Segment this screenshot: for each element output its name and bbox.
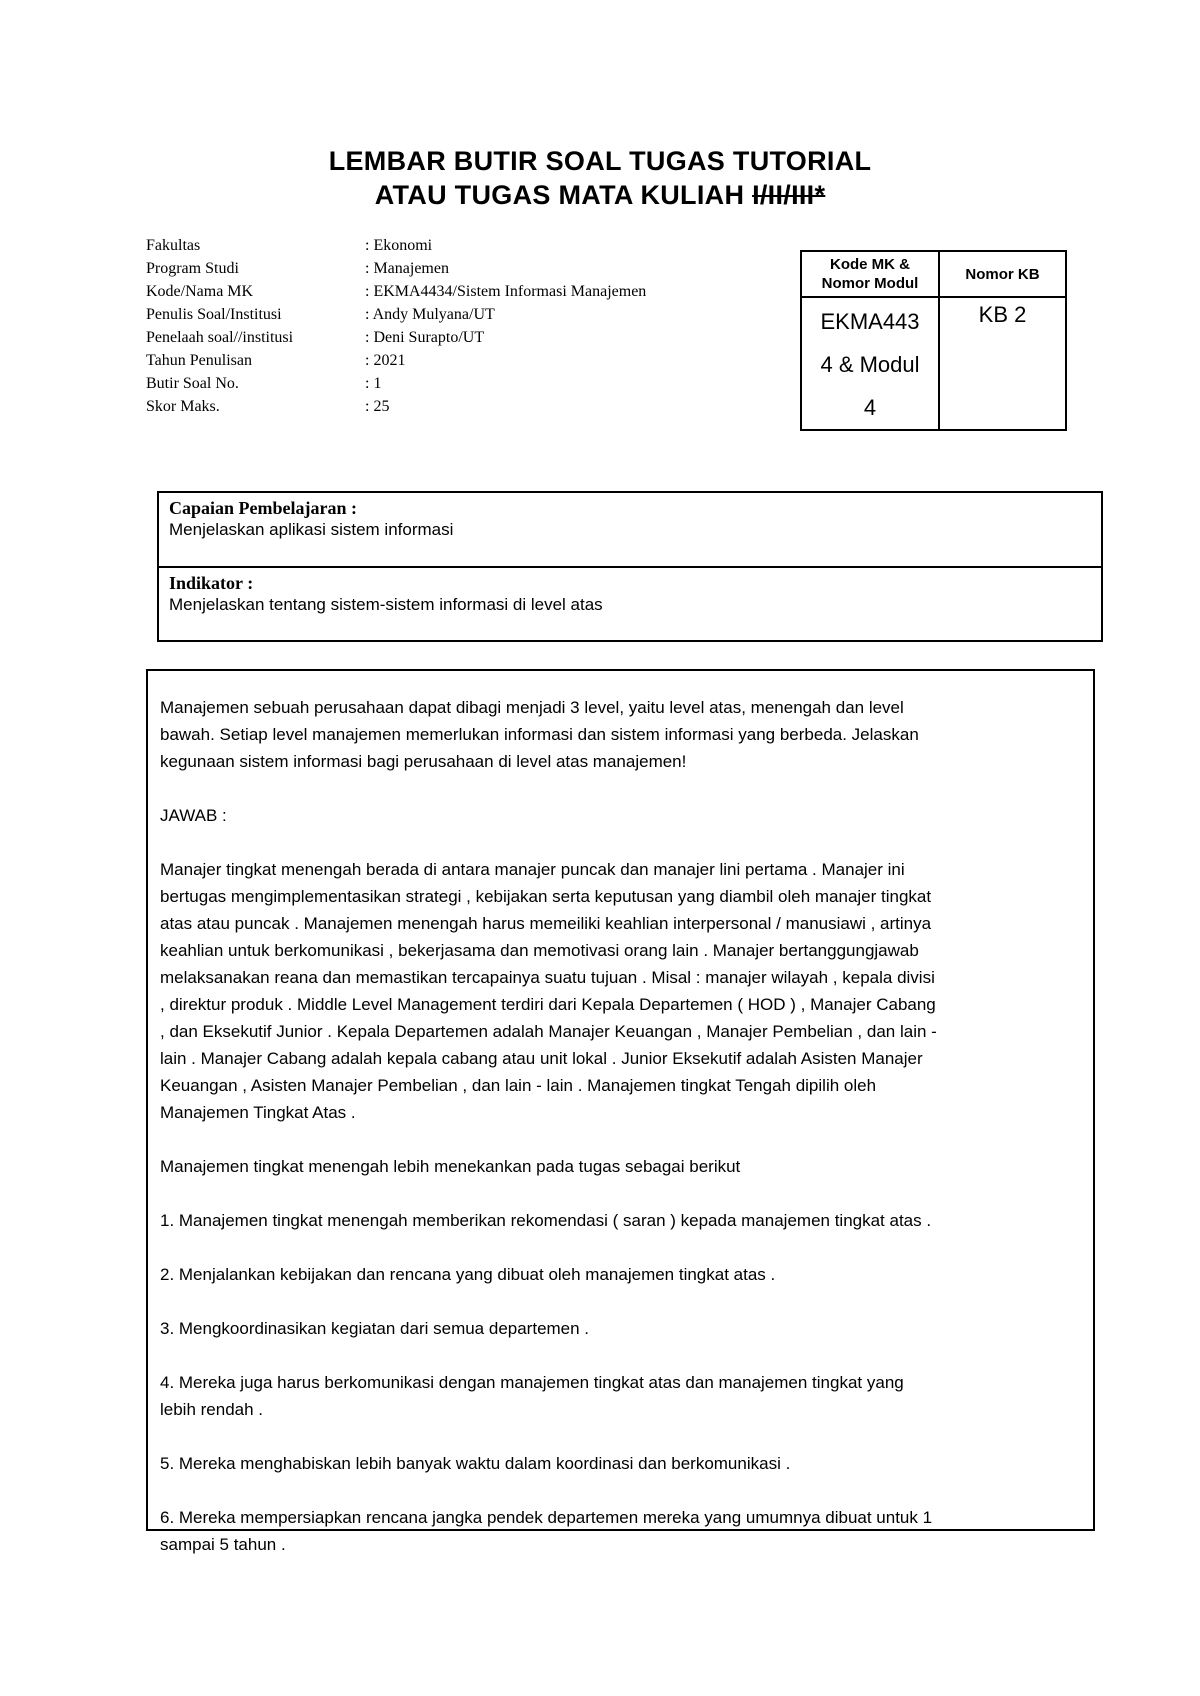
capaian-label: Capaian Pembelajaran : bbox=[169, 498, 357, 518]
answer-line: keahlian untuk berkomunikasi , bekerjasama dan memotivasi orang lain . Manajer bertanggungjawab bbox=[160, 941, 919, 960]
answer-label: JAWAB : bbox=[160, 806, 227, 825]
kode-mk-value bbox=[801, 297, 939, 430]
meta-value: : Andy Mulyana/UT bbox=[365, 306, 495, 323]
kode-mk-value-line2: 4 & Modul bbox=[820, 352, 920, 377]
meta-value: : EKMA4434/Sistem Informasi Manajemen bbox=[365, 283, 647, 300]
meta-row bbox=[146, 326, 646, 349]
nomor-kb-value: KB 2 bbox=[939, 297, 1066, 430]
question-line: Manajemen sebuah perusahaan dapat dibagi menjadi 3 level, yaitu level atas, menengah dan level bbox=[160, 698, 904, 717]
meta-row bbox=[146, 234, 646, 257]
task-item-6 bbox=[160, 1504, 1081, 1558]
subtitle-text: ATAU TUGAS MATA KULIAH bbox=[374, 180, 753, 210]
meta-label: Tahun Penulisan bbox=[146, 352, 252, 369]
kode-mk-header-line2: Nomor Modul bbox=[821, 275, 919, 292]
meta-value: : 25 bbox=[365, 398, 390, 415]
meta-row bbox=[146, 395, 646, 418]
kode-mk-value-line1: EKMA443 bbox=[820, 309, 920, 334]
kode-mk-table bbox=[800, 250, 1067, 431]
kode-mk-value-line3: 4 bbox=[863, 395, 877, 420]
meta-row bbox=[146, 372, 646, 395]
indikator-section bbox=[169, 572, 603, 616]
kode-mk-header-line1: Kode MK & bbox=[830, 256, 910, 273]
task-item-3: 3. Mengkoordinasikan kegiatan dari semua departemen . bbox=[160, 1319, 590, 1338]
answer-line: Keuangan , Asisten Manajer Pembelian , dan lain - lain . Manajemen tingkat Tengah dipilih oleh bbox=[160, 1076, 877, 1095]
answer-line: bertugas mengimplementasikan strategi , kebijakan serta keputusan yang diambil oleh manajer tingkat bbox=[160, 887, 932, 906]
meta-label: Kode/Nama MK bbox=[146, 283, 254, 300]
meta-label: Skor Maks. bbox=[146, 398, 220, 415]
meta-label: Penulis Soal/Institusi bbox=[146, 306, 282, 323]
task-item-4 bbox=[160, 1369, 1081, 1423]
meta-label: Program Studi bbox=[146, 260, 239, 277]
task-item-5: 5. Mereka menghabiskan lebih banyak waktu dalam koordinasi dan berkomunikasi . bbox=[160, 1454, 791, 1473]
meta-label: Fakultas bbox=[146, 237, 201, 254]
task-item-1: 1. Manajemen tingkat menengah memberikan rekomendasi ( saran ) kepada manajemen tingkat atas . bbox=[160, 1211, 932, 1230]
task-line: 6. Mereka mempersiapkan rencana jangka pendek departemen mereka yang umumnya dibuat untuk 1 bbox=[160, 1508, 933, 1527]
question-answer-box bbox=[146, 669, 1095, 1554]
meta-label: Butir Soal No. bbox=[146, 375, 239, 392]
meta-value: : 1 bbox=[365, 375, 382, 392]
nomor-kb-header: Nomor KB bbox=[939, 251, 1066, 297]
indikator-text: Menjelaskan tentang sistem-sistem informasi di level atas bbox=[169, 595, 603, 614]
document-subtitle bbox=[0, 180, 1200, 211]
task-line: 4. Mereka juga harus berkomunikasi dengan manajemen tingkat atas dan manajemen tingkat yang bbox=[160, 1373, 904, 1392]
meta-value: : Manajemen bbox=[365, 260, 449, 277]
meta-row bbox=[146, 303, 646, 326]
meta-row bbox=[146, 280, 646, 303]
meta-value: : Ekonomi bbox=[365, 237, 433, 254]
meta-label: Penelaah soal//institusi bbox=[146, 329, 294, 346]
task-line: lebih rendah . bbox=[160, 1400, 264, 1419]
answer-line: Manajer tingkat menengah berada di antara manajer puncak dan manajer lini pertama . Manajer ini bbox=[160, 860, 905, 879]
document-title: LEMBAR BUTIR SOAL TUGAS TUTORIAL bbox=[328, 146, 872, 176]
capaian-indikator-box bbox=[157, 491, 1103, 642]
answer-line: , dan Eksekutif Junior . Kepala Departemen adalah Manajer Keuangan , Manajer Pembelian , dan lain - bbox=[160, 1022, 937, 1041]
task-line: sampai 5 tahun . bbox=[160, 1535, 286, 1554]
subtitle-struck-text: I/II/III* bbox=[752, 180, 826, 210]
answer-line: atas atau puncak . Manajemen menengah harus memeiliki keahlian interpersonal / manusiawi , artinya bbox=[160, 914, 932, 933]
question-line: bawah. Setiap level manajemen memerlukan informasi dan sistem informasi yang berbeda. Jelaskan bbox=[160, 725, 919, 744]
meta-row bbox=[146, 257, 646, 280]
question-text bbox=[160, 694, 1081, 775]
answer-line: , direktur produk . Middle Level Management terdiri dari Kepala Departemen ( HOD ) , Manajer Cabang bbox=[160, 995, 936, 1014]
meta-value: : Deni Surapto/UT bbox=[365, 329, 485, 346]
tasks-intro: Manajemen tingkat menengah lebih menekankan pada tugas sebagai berikut bbox=[160, 1157, 741, 1176]
metadata-block bbox=[146, 234, 646, 418]
answer-paragraph bbox=[160, 856, 1081, 1126]
meta-row bbox=[146, 349, 646, 372]
section-divider bbox=[159, 566, 1101, 568]
task-item-2: 2. Menjalankan kebijakan dan rencana yang dibuat oleh manajemen tingkat atas . bbox=[160, 1265, 776, 1284]
meta-value: : 2021 bbox=[365, 352, 406, 369]
capaian-text: Menjelaskan aplikasi sistem informasi bbox=[169, 520, 454, 539]
answer-line: lain . Manajer Cabang adalah kepala cabang atau unit lokal . Junior Eksekutif adalah Asisten Manajer bbox=[160, 1049, 923, 1068]
answer-line: melaksanakan reana dan memastikan tercapainya suatu tujuan . Misal : manajer wilayah , kepala divisi bbox=[160, 968, 935, 987]
answer-line: Manajemen Tingkat Atas . bbox=[160, 1103, 356, 1122]
indikator-label: Indikator : bbox=[169, 573, 254, 593]
question-line: kegunaan sistem informasi bagi perusahaan di level atas manajemen! bbox=[160, 752, 687, 771]
kode-mk-header bbox=[801, 251, 939, 297]
capaian-section bbox=[169, 497, 453, 541]
